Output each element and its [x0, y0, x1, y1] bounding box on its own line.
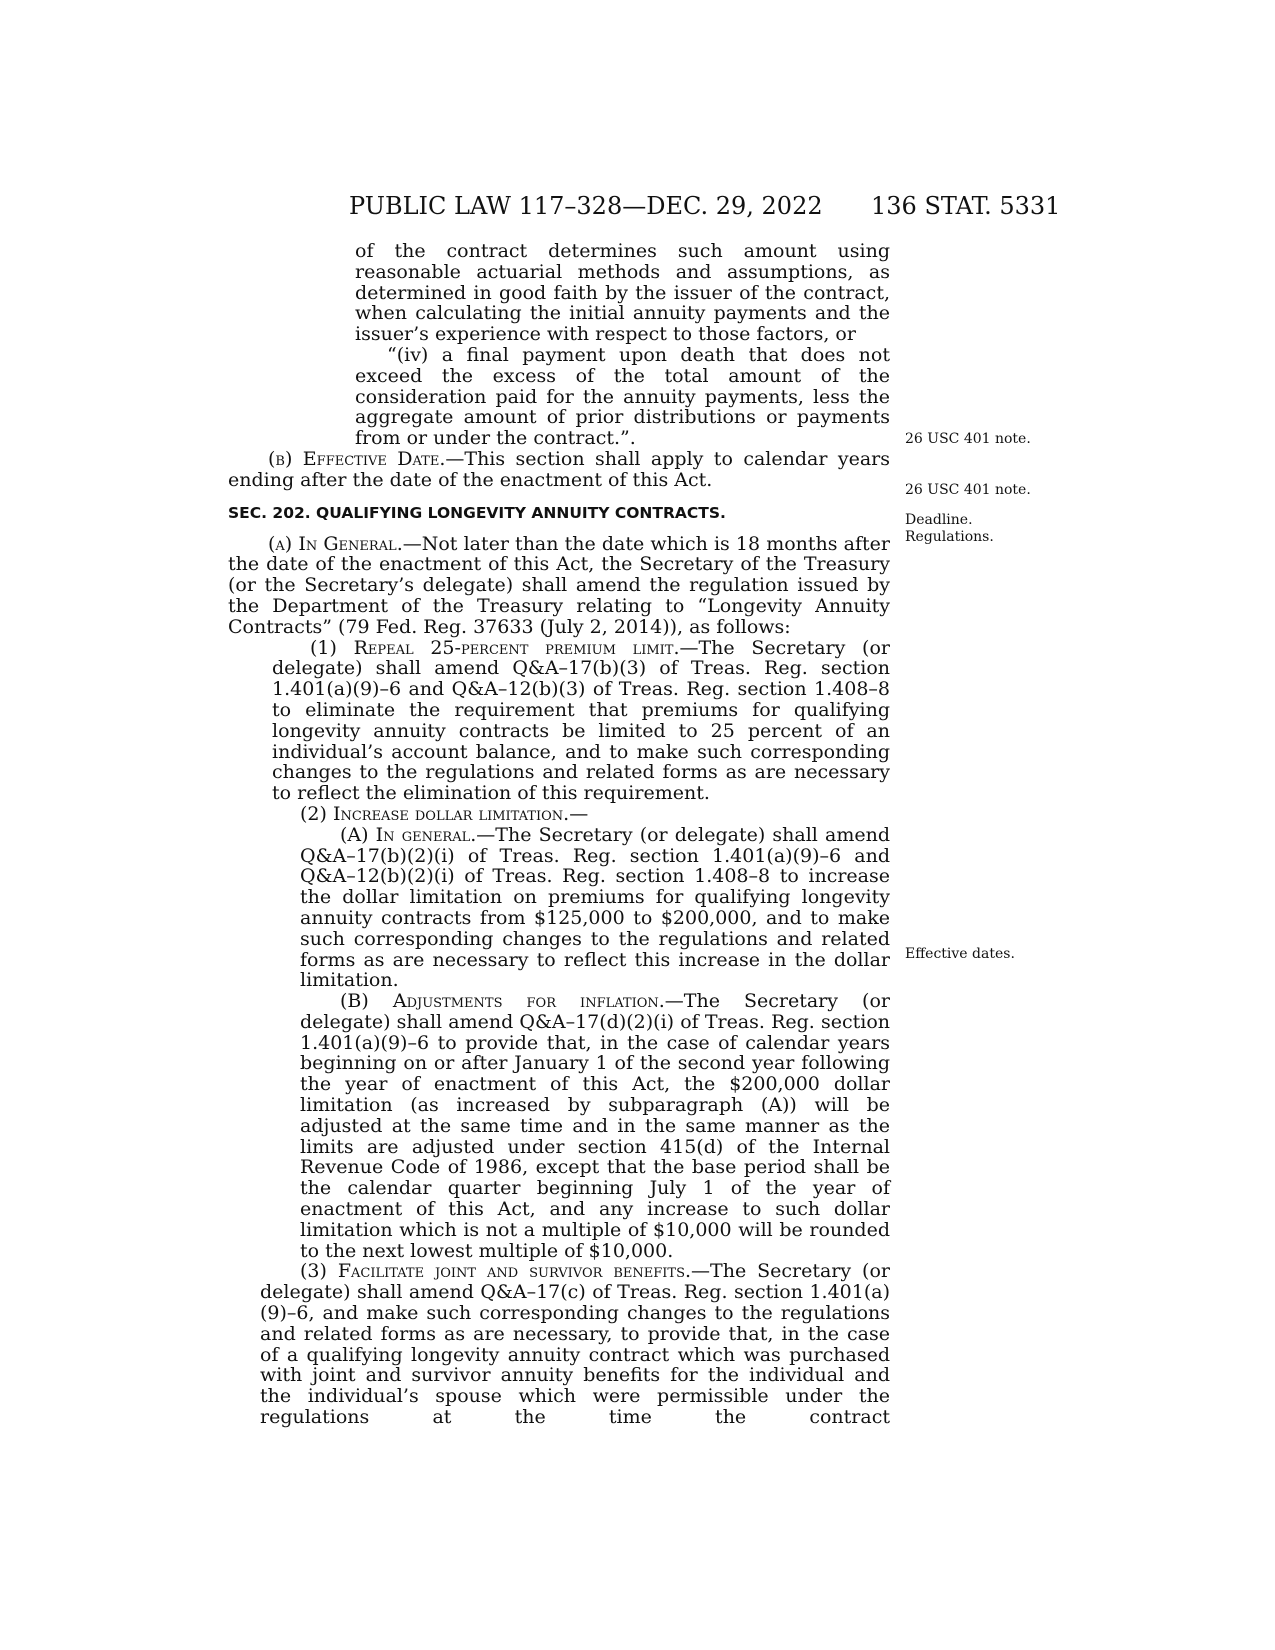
margin-note-usc-1: 26 USC 401 note.: [905, 431, 1031, 447]
paragraph-3-heading: (3) Facilitate joint and survivor benefits.: [300, 1260, 692, 1283]
margin-note-usc-2: 26 USC 401 note.: [905, 482, 1031, 498]
subsection-b-heading: (b) Effective Date.: [268, 447, 446, 470]
clause-iv: “(iv) a final payment upon death that does not exceed the excess of the total amount of the consideration paid for the annuity payments, less the aggregate amount of prior distributions or payments from or under the contract.”.: [355, 343, 890, 450]
subsection-b: [228, 449, 890, 491]
subparagraph-B: [300, 991, 890, 1261]
subparagraph-B-text: —The Secretary (or delegate) shall amend Q&A–17(d)(2)(i) of Treas. Reg. section 1.401(a)(9)–6 to provide that, in the case of calendar years beginning on or after January 1 of the second year following the year of enactment of this Act, the $200,000 dollar limitation (as increased by subparagraph (A)) will be adjusted at the same time and in the same manner as the limits are adjusted under section 415(d) of the Internal Revenue Code of 1986, except that the base period shall be the calendar quarter beginning July 1 of the year of enactment of this Act, and any increase to such dollar limitation which is not a multiple of $10,000 will be rounded to the next lowest multiple of $10,000.: [300, 990, 890, 1262]
body-text: [228, 241, 890, 1428]
margin-note-deadline-line1: Deadline.: [905, 512, 973, 528]
paragraph-1-text: —The Secretary (or delegate) shall amend Q&A–17(b)(3) of Treas. Reg. section 1.401(a)(9)–6 and Q&A–12(b)(3) of Treas. Reg. section 1.408–8 to eliminate the requirement that premiums for qualifying longevity annuity contracts be limited to 25 percent of an individual’s account balance, and to make such corresponding changes to the regulations and related forms as are necessary to reflect the elimination of this requirement.: [272, 636, 890, 805]
margin-note-effective-dates: Effective dates.: [905, 946, 1015, 962]
running-header-page: 136 STAT. 5331: [871, 192, 1061, 220]
subsection-a: [228, 534, 890, 638]
subparagraph-A-text: —The Secretary (or delegate) shall amend Q&A–17(b)(2)(i) of Treas. Reg. section 1.401(a)(9)–6 and Q&A–12(b)(2)(i) of Treas. Reg. section 1.408–8 to increase the dollar limitation on premiums for qualifying longevity annuity contracts from $125,000 to $200,000, and to make such corresponding changes to the regulations and related forms as are necessary to reflect this increase in the dollar limitation.: [300, 823, 890, 992]
clause-iii-continuation: of the contract determines such amount using reasonable actuarial methods and assumptions, as determined in good faith by the issuer of the contract, when calculating the initial annuity payments and the issuer’s experience with respect to those factors, or: [355, 240, 890, 346]
paragraph-2-text: —: [569, 802, 589, 825]
subsection-b-text: —This section shall apply to calendar years ending after the date of the enactment of this Act.: [228, 447, 890, 491]
margin-note-deadline-line2: Regulations.: [905, 529, 994, 545]
paragraph-1: [272, 638, 890, 804]
margin-note-deadline: [905, 512, 994, 546]
subsection-a-text: —Not later than the date which is 18 months after the date of the enactment of this Act, the Secretary of the Treasury (or the Secretary’s delegate) shall amend the regulation issued by the Department of the Treasury relating to “Longevity Annuity Contracts” (79 Fed. Reg. 37633 (July 2, 2014)), as follows:: [228, 532, 890, 638]
paragraph-3: [260, 1261, 890, 1427]
paragraph-1-heading: (1) Repeal 25-percent premium limit.: [310, 636, 680, 659]
section-202-heading: SEC. 202. QUALIFYING LONGEVITY ANNUITY CONTRACTS.: [228, 503, 726, 522]
paragraph-2-heading: (2) Increase dollar limitation.: [300, 802, 570, 825]
subparagraph-B-heading: (B) Adjustments for inflation.: [340, 990, 665, 1013]
subparagraph-A: [300, 825, 890, 991]
subsection-a-heading: (a) In General.: [268, 532, 403, 555]
paragraph-3-text: —The Secretary (or delegate) shall amend Q&A–17(c) of Treas. Reg. section 1.401(a)(9)–6, and make such corresponding changes to the regulations and related forms as are necessary, to provide that, in the case of a qualifying longevity annuity contract which was purchased with joint and survivor annuity benefits for the individual and the individual’s spouse which were permissible under the regulations at the time the contract: [260, 1260, 890, 1429]
paragraph-2: [300, 804, 890, 825]
running-header-title: PUBLIC LAW 117–328—DEC. 29, 2022: [349, 192, 823, 220]
subparagraph-A-heading: (A) In general.: [340, 823, 477, 846]
